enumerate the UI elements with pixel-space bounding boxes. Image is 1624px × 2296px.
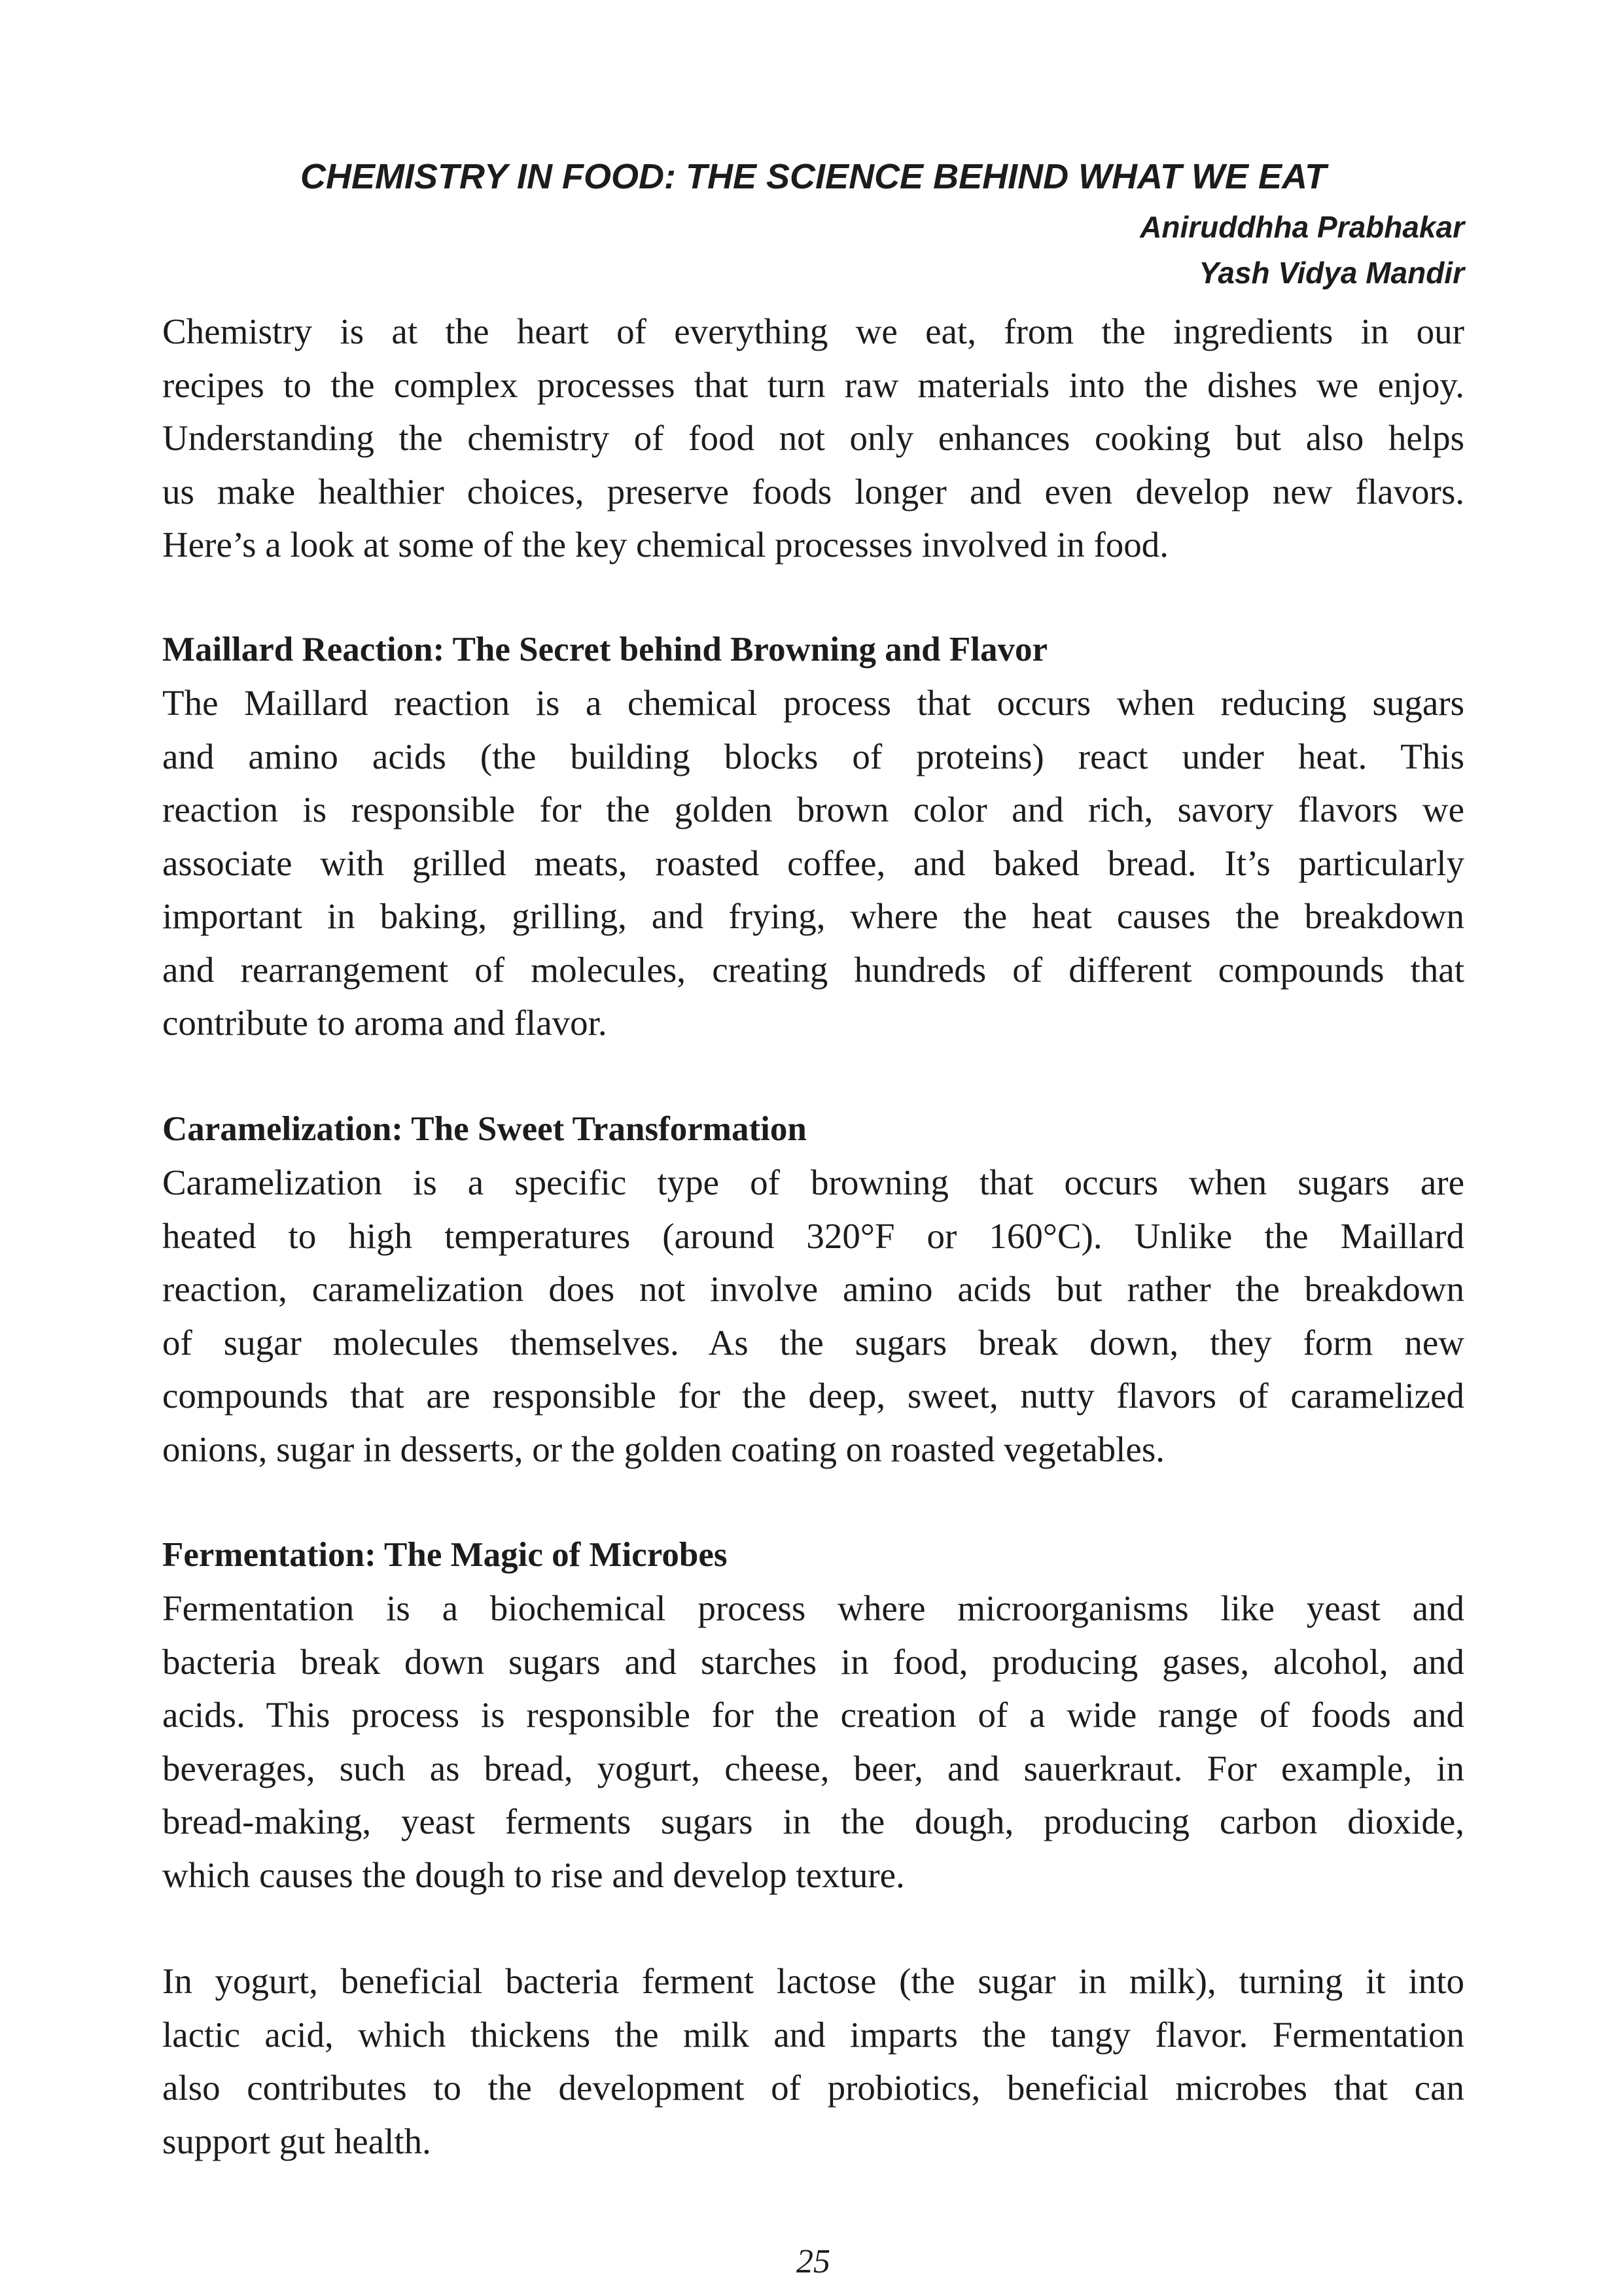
section-line: reaction is responsible for the golden brown color and rich, savory flavors we xyxy=(162,790,1464,829)
section-line: acids. This process is responsible for the creation of a wide range of foods and xyxy=(162,1695,1464,1735)
closing-line: lactic acid, which thickens the milk and imparts the tangy flavor. Fermentation xyxy=(162,2014,1464,2055)
section-line: and amino acids (the building blocks of proteins) react under heat. This xyxy=(162,736,1464,776)
section-line: which causes the dough to rise and develop texture. xyxy=(162,1854,905,1895)
section-line: beverages, such as bread, yogurt, cheese, beer, and sauerkraut. For example, in xyxy=(162,1748,1464,1788)
intro-line: Here’s a look at some of the key chemical processes involved in food. xyxy=(162,525,1169,565)
intro-line: Understanding the chemistry of food not only enhances cooking but also helps xyxy=(162,418,1464,458)
section-body-fermentation xyxy=(162,1582,1464,1902)
section-line: bread-making, yeast ferments sugars in the dough, producing carbon dioxide, xyxy=(162,1801,1464,1841)
section-line: reaction, caramelization does not involve amino acids but rather the breakdown xyxy=(162,1269,1464,1309)
closing-line: also contributes to the development of probiotics, beneficial microbes that can xyxy=(162,2068,1464,2108)
closing-line: support gut health. xyxy=(162,2121,431,2161)
section-body-caramelization xyxy=(162,1156,1464,1476)
article-title: CHEMISTRY IN FOOD: THE SCIENCE BEHIND WHAT WE EAT xyxy=(300,157,1327,196)
closing-paragraph xyxy=(162,1955,1464,2168)
section-heading-fermentation: Fermentation: The Magic of Microbes xyxy=(162,1536,728,1574)
page-number: 25 xyxy=(796,2243,830,2280)
closing-line: In yogurt, beneficial bacteria ferment lactose (the sugar in milk), turning it into xyxy=(162,1961,1464,2001)
section-line: onions, sugar in desserts, or the golden coating on roasted vegetables. xyxy=(162,1429,1165,1469)
section-line: compounds that are responsible for the deep, sweet, nutty flavors of caramelized xyxy=(162,1376,1464,1416)
section-line: of sugar molecules themselves. As the sugars break down, they form new xyxy=(162,1322,1464,1363)
intro-paragraph xyxy=(162,305,1464,572)
section-line: associate with grilled meats, roasted coffee, and baked bread. It’s particularly xyxy=(162,843,1464,883)
document-page xyxy=(162,0,1464,2296)
section-line: Fermentation is a biochemical process where microorganisms like yeast and xyxy=(162,1588,1464,1628)
intro-line: Chemistry is at the heart of everything we eat, from the ingredients in our xyxy=(162,311,1464,351)
school-name: Yash Vidya Mandir xyxy=(1199,256,1464,290)
intro-line: recipes to the complex processes that turn raw materials into the dishes we enjoy. xyxy=(162,364,1464,405)
section-line: important in baking, grilling, and frying, where the heat causes the breakdown xyxy=(162,896,1464,936)
section-line: Caramelization is a specific type of browning that occurs when sugars are xyxy=(162,1162,1464,1202)
intro-line: us make healthier choices, preserve foods longer and even develop new flavors. xyxy=(162,471,1464,512)
section-line: The Maillard reaction is a chemical process that occurs when reducing sugars xyxy=(162,683,1464,723)
section-line: heated to high temperatures (around 320°F or 160°C). Unlike the Maillard xyxy=(162,1215,1464,1256)
section-heading-maillard: Maillard Reaction: The Secret behind Browning and Flavor xyxy=(162,631,1048,669)
section-line: contribute to aroma and flavor. xyxy=(162,1003,607,1043)
section-line: and rearrangement of molecules, creating hundreds of different compounds that xyxy=(162,949,1464,990)
section-line: bacteria break down sugars and starches in food, producing gases, alcohol, and xyxy=(162,1641,1464,1682)
section-body-maillard xyxy=(162,676,1464,1050)
section-heading-caramelization: Caramelization: The Sweet Transformation xyxy=(162,1110,807,1148)
author-name: Aniruddhha Prabhakar xyxy=(1140,210,1464,244)
